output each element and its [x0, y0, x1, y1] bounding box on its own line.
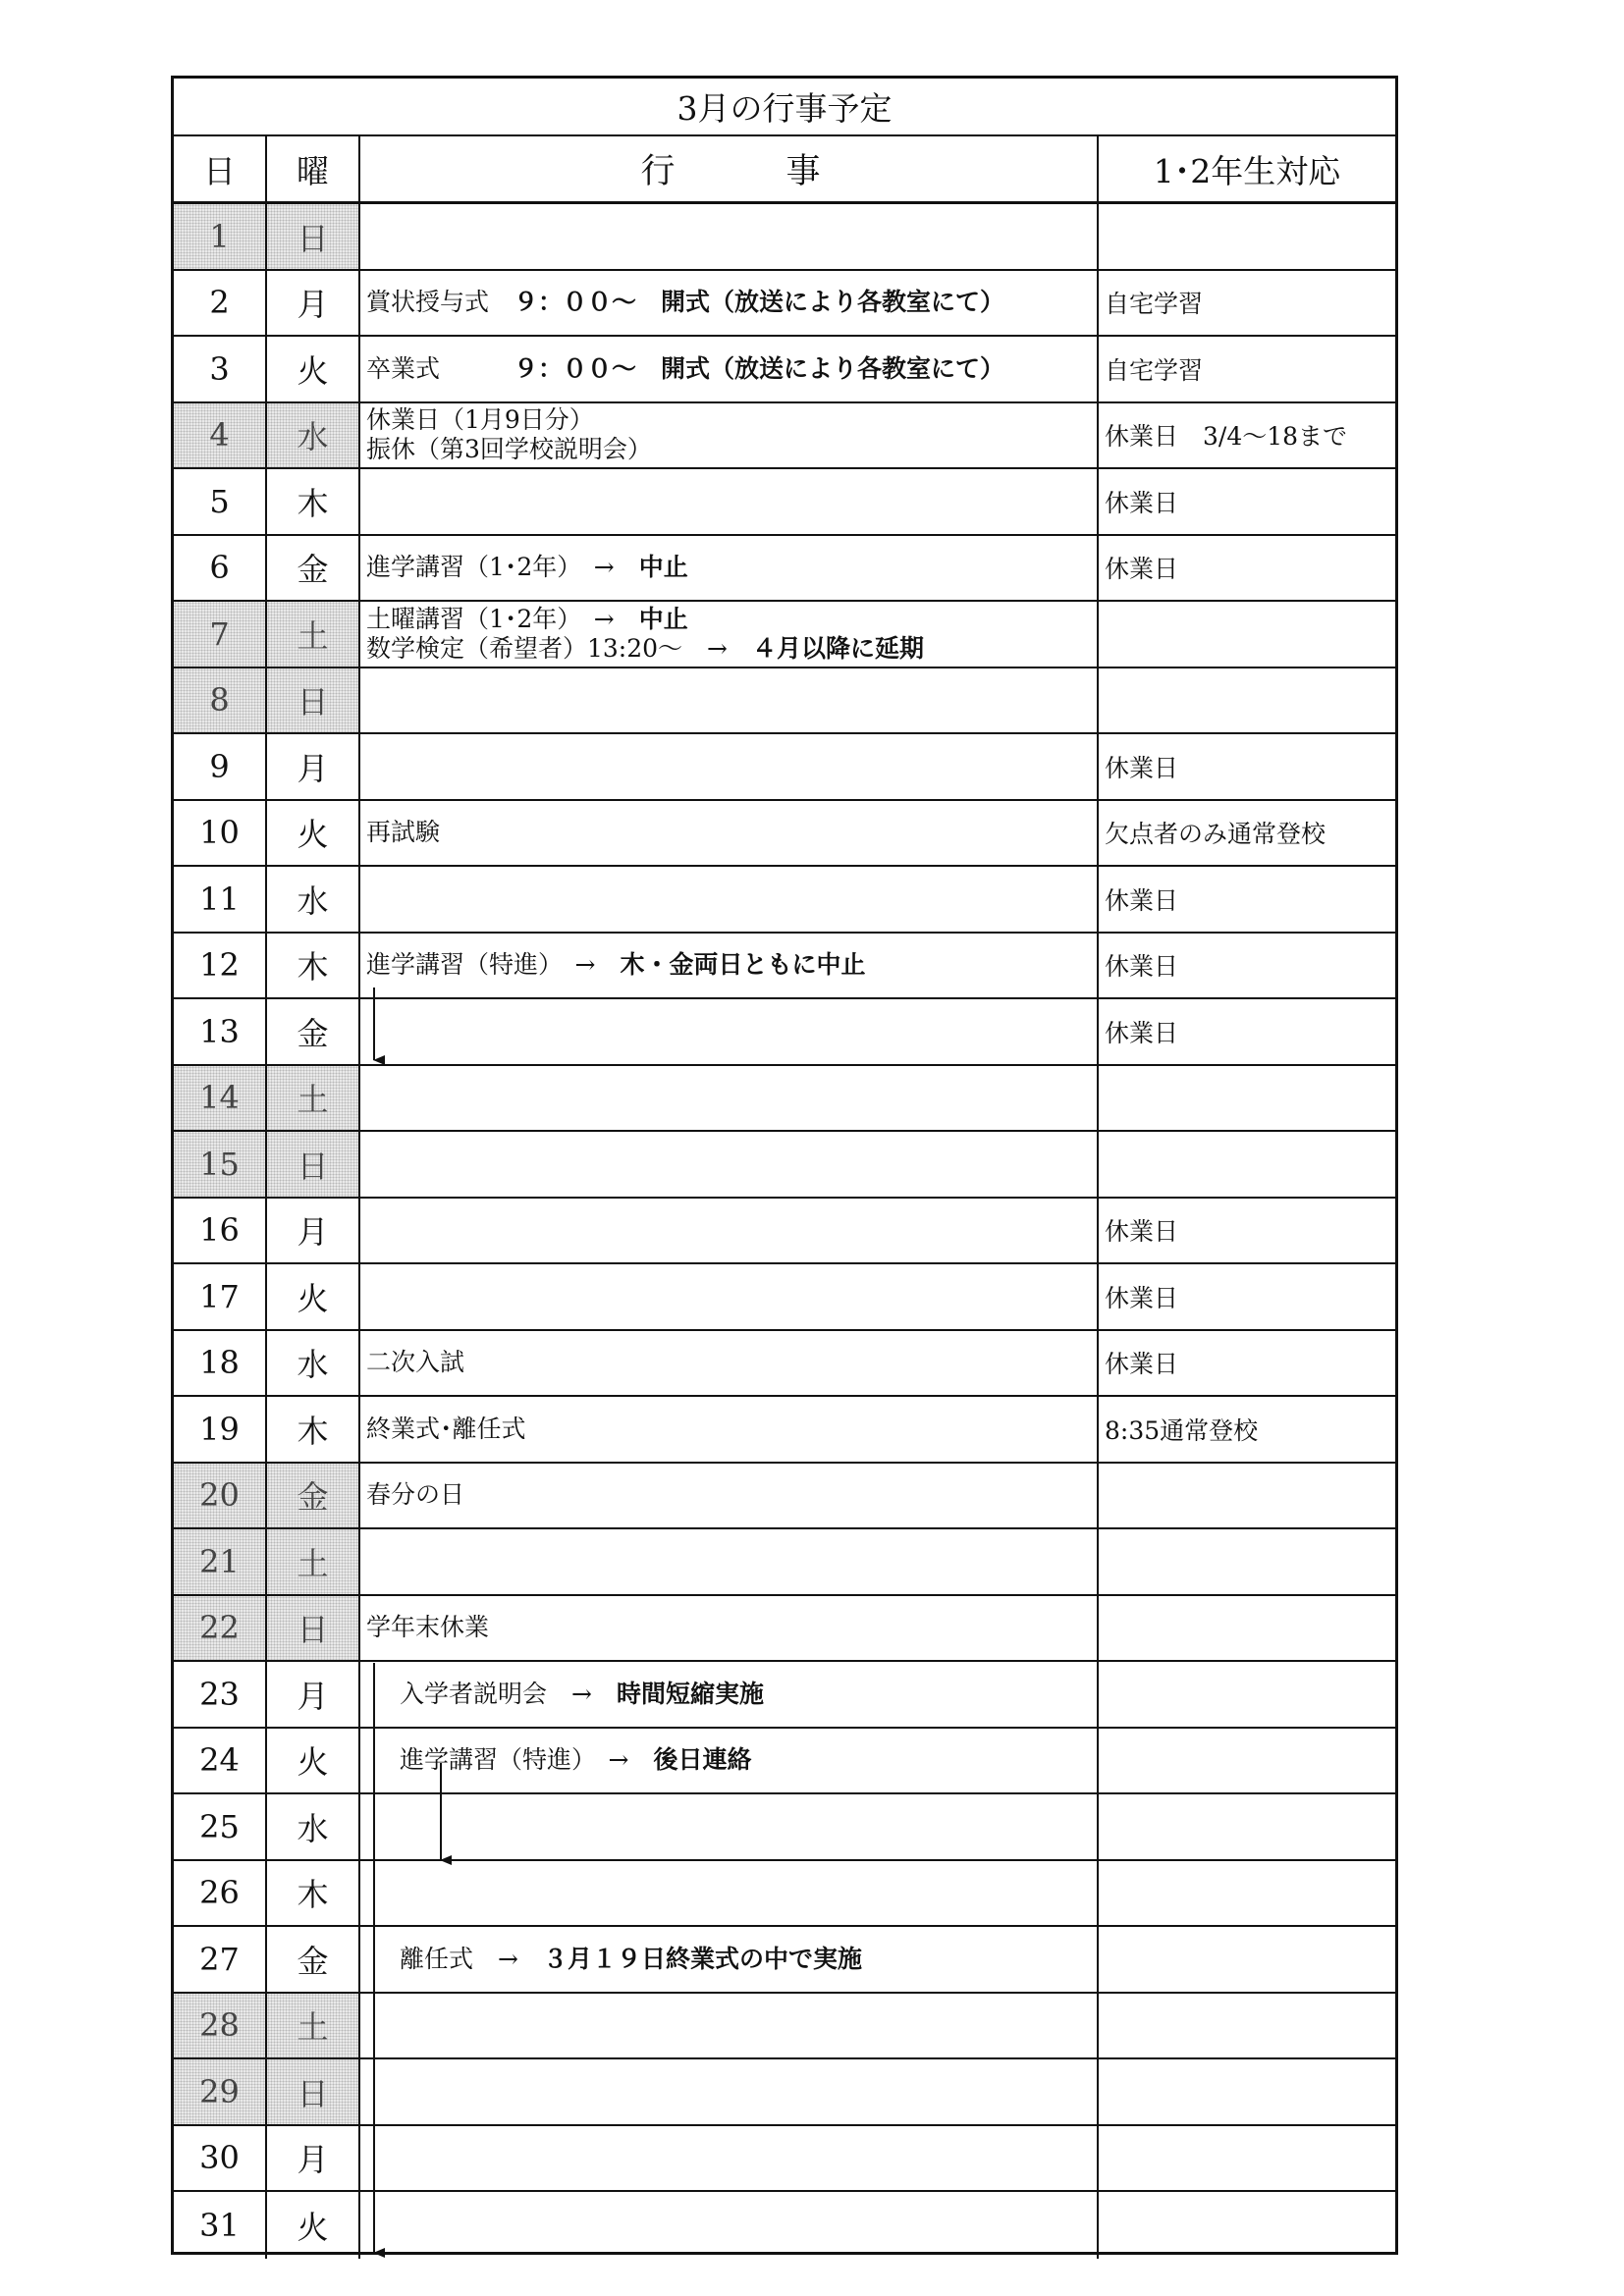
note-cell — [1099, 668, 1395, 733]
table-row — [174, 2059, 1395, 2126]
table-row — [174, 1596, 1395, 1663]
table-row — [174, 1132, 1395, 1199]
weekday-cell: 木 — [267, 1861, 360, 1926]
event-cell — [360, 536, 1099, 601]
weekday-cell: 金 — [267, 1464, 360, 1528]
note-cell — [1099, 1066, 1395, 1131]
schedule-table — [171, 76, 1398, 2255]
event-line — [366, 354, 1004, 384]
day-cell: 1 — [174, 204, 267, 269]
weekday-cell: 水 — [267, 403, 360, 468]
event-line — [366, 288, 1004, 317]
table-row — [174, 934, 1395, 1000]
table-row — [174, 1397, 1395, 1464]
event-cell — [360, 668, 1099, 733]
weekday-cell: 木 — [267, 934, 360, 998]
note-cell: 休業日 — [1105, 555, 1179, 584]
weekday-cell: 土 — [267, 1066, 360, 1131]
day-cell: 8 — [174, 668, 267, 733]
header-note: 1･2年生対応 — [1153, 151, 1341, 190]
weekday-cell: 水 — [267, 1331, 360, 1396]
weekday-cell: 木 — [267, 1397, 360, 1462]
header-event: 行 事 — [360, 136, 1099, 201]
note-cell: 休業日 — [1105, 952, 1179, 982]
day-cell: 29 — [174, 2059, 267, 2124]
day-cell: 6 — [174, 536, 267, 601]
note-cell — [1099, 2192, 1395, 2259]
event-cell — [360, 1397, 1099, 1462]
event-cell — [360, 999, 1099, 1064]
event-text: 数学検定（希望者）13:20～ → — [366, 633, 752, 663]
day-cell: 27 — [174, 1927, 267, 1992]
event-cell — [360, 1662, 1099, 1727]
table-row — [174, 999, 1395, 1066]
event-line — [366, 1480, 464, 1510]
table-row — [174, 204, 1395, 271]
event-cell — [360, 801, 1099, 866]
event-line — [366, 435, 652, 464]
weekday-cell: 金 — [267, 999, 360, 1064]
event-cell — [360, 1794, 1099, 1859]
event-cell — [360, 271, 1099, 336]
weekday-cell: 月 — [267, 1662, 360, 1727]
event-line — [366, 818, 440, 847]
day-cell: 9 — [174, 734, 267, 799]
day-cell: 5 — [174, 469, 267, 534]
event-text: 春分の日 — [366, 1480, 465, 1510]
table-row — [174, 1729, 1395, 1795]
event-status-text: 木・金両日ともに中止 — [620, 950, 866, 980]
note-cell — [1099, 1596, 1395, 1661]
note-cell — [1099, 1529, 1395, 1594]
weekday-cell: 水 — [267, 867, 360, 932]
event-line — [366, 553, 688, 582]
weekday-cell: 日 — [267, 204, 360, 269]
note-cell: 休業日 — [1105, 1217, 1179, 1247]
day-cell: 31 — [174, 2192, 267, 2259]
note-cell — [1099, 204, 1395, 269]
table-body — [174, 204, 1395, 2259]
note-cell — [1099, 2126, 1395, 2191]
event-line — [400, 1680, 764, 1709]
note-cell: 休業日 — [1105, 753, 1179, 782]
note-cell — [1099, 2059, 1395, 2124]
day-cell: 11 — [174, 867, 267, 932]
event-cell — [360, 1861, 1099, 1926]
note-cell — [1099, 1464, 1395, 1528]
event-cell — [360, 734, 1099, 799]
event-cell — [360, 1596, 1099, 1661]
note-cell — [1099, 1729, 1395, 1793]
event-status-text: ４月以降に延期 — [752, 633, 925, 663]
table-row — [174, 1861, 1395, 1928]
event-text: 進学講習（1･2年） → — [366, 553, 639, 582]
weekday-cell: 水 — [267, 1794, 360, 1859]
event-cell — [360, 403, 1099, 468]
day-cell: 24 — [174, 1729, 267, 1793]
event-text: 進学講習（特進） → — [366, 950, 621, 980]
header-day: 日 — [174, 136, 267, 201]
day-cell: 14 — [174, 1066, 267, 1131]
table-row — [174, 1199, 1395, 1265]
table-row — [174, 602, 1395, 668]
weekday-cell: 土 — [267, 1529, 360, 1594]
event-status-text: ３月１９日終業式の中で実施 — [542, 1944, 862, 1973]
event-cell — [360, 867, 1099, 932]
note-cell: 休業日 — [1105, 1283, 1179, 1312]
note-cell: 休業日 3/4～18まで — [1105, 422, 1348, 452]
weekday-cell: 月 — [267, 734, 360, 799]
event-text: 土曜講習（1･2年） → — [366, 604, 639, 633]
header-row — [174, 136, 1395, 204]
event-status-text: 中止 — [638, 553, 688, 582]
day-cell: 19 — [174, 1397, 267, 1462]
event-cell — [360, 602, 1099, 667]
table-row — [174, 1464, 1395, 1530]
weekday-cell: 日 — [267, 1596, 360, 1661]
table-row — [174, 536, 1395, 603]
event-cell — [360, 2192, 1099, 2259]
weekday-cell: 金 — [267, 1927, 360, 1992]
table-row — [174, 1927, 1395, 1994]
weekday-cell: 日 — [267, 1132, 360, 1197]
table-row — [174, 867, 1395, 934]
note-cell — [1099, 1794, 1395, 1859]
event-line — [366, 1415, 526, 1444]
note-cell: 欠点者のみ通常登校 — [1105, 820, 1326, 849]
day-cell: 16 — [174, 1199, 267, 1263]
event-text: 二次入試 — [366, 1348, 465, 1377]
event-text: 入学者説明会 → — [400, 1679, 617, 1708]
note-cell: 自宅学習 — [1105, 355, 1204, 385]
event-line — [366, 950, 865, 980]
header-weekday: 曜 — [267, 136, 360, 201]
weekday-cell: 土 — [267, 602, 360, 667]
event-line — [366, 634, 924, 664]
day-cell: 13 — [174, 999, 267, 1064]
event-status-text: 中止 — [638, 604, 688, 633]
event-text: 賞状授与式 — [366, 288, 514, 317]
note-cell: 休業日 — [1105, 488, 1179, 517]
table-row — [174, 337, 1395, 403]
note-cell: 自宅学習 — [1105, 290, 1204, 319]
event-cell — [360, 204, 1099, 269]
event-line — [366, 1348, 464, 1377]
event-cell — [360, 1066, 1099, 1131]
weekday-cell: 月 — [267, 1199, 360, 1263]
event-cell — [360, 1331, 1099, 1396]
day-cell: 30 — [174, 2126, 267, 2191]
event-cell — [360, 1132, 1099, 1197]
day-cell: 15 — [174, 1132, 267, 1197]
event-cell — [360, 1994, 1099, 2058]
event-text: 学年末休業 — [366, 1613, 490, 1642]
note-cell — [1099, 1861, 1395, 1926]
weekday-cell: 月 — [267, 2126, 360, 2191]
event-cell — [360, 1529, 1099, 1594]
table-row — [174, 2192, 1395, 2259]
day-cell: 4 — [174, 403, 267, 468]
note-cell — [1099, 1662, 1395, 1727]
day-cell: 3 — [174, 337, 267, 401]
note-cell: 休業日 — [1105, 1350, 1179, 1379]
weekday-cell: 火 — [267, 2192, 360, 2259]
event-cell — [360, 1199, 1099, 1263]
event-cell — [360, 2126, 1099, 2191]
event-cell — [360, 934, 1099, 998]
event-line — [400, 1745, 751, 1775]
day-cell: 20 — [174, 1464, 267, 1528]
event-status-text: ９：００～ 開式（放送により各教室にて） — [514, 353, 1005, 383]
event-status-text: 後日連絡 — [653, 1745, 752, 1775]
table-row — [174, 469, 1395, 536]
table-row — [174, 801, 1395, 868]
table-row — [174, 1794, 1395, 1861]
weekday-cell: 月 — [267, 271, 360, 336]
event-text: 振休（第3回学校説明会） — [366, 435, 652, 464]
weekday-cell: 日 — [267, 668, 360, 733]
event-text: 終業式･離任式 — [366, 1414, 526, 1443]
day-cell: 28 — [174, 1994, 267, 2058]
note-cell — [1099, 1132, 1395, 1197]
event-status-text: 時間短縮実施 — [616, 1679, 764, 1708]
event-status-text: ９：００～ 開式（放送により各教室にて） — [514, 288, 1005, 317]
note-cell: 休業日 — [1105, 1018, 1179, 1047]
weekday-cell: 日 — [267, 2059, 360, 2124]
day-cell: 26 — [174, 1861, 267, 1926]
table-row — [174, 1066, 1395, 1133]
event-line — [366, 605, 924, 634]
weekday-cell: 木 — [267, 469, 360, 534]
table-row — [174, 668, 1395, 735]
table-row — [174, 1529, 1395, 1596]
table-row — [174, 2126, 1395, 2193]
table-row — [174, 734, 1395, 801]
day-cell: 10 — [174, 801, 267, 866]
day-cell: 12 — [174, 934, 267, 998]
event-cell — [360, 1464, 1099, 1528]
note-cell: 休業日 — [1105, 885, 1179, 915]
event-text: 卒業式 — [366, 353, 514, 383]
event-line — [366, 1613, 489, 1642]
note-cell — [1099, 1994, 1395, 2058]
weekday-cell: 金 — [267, 536, 360, 601]
table-row — [174, 1331, 1395, 1398]
day-cell: 25 — [174, 1794, 267, 1859]
note-cell — [1099, 1927, 1395, 1992]
event-text: 離任式 → — [400, 1944, 543, 1973]
table-title: 3月の行事予定 — [174, 79, 1395, 136]
event-text: 進学講習（特進） → — [400, 1745, 654, 1775]
table-row — [174, 271, 1395, 338]
table-row — [174, 403, 1395, 470]
day-cell: 17 — [174, 1264, 267, 1329]
note-cell: 8:35通常登校 — [1105, 1415, 1259, 1445]
event-line — [366, 405, 652, 435]
event-cell — [360, 2059, 1099, 2124]
table-row — [174, 1662, 1395, 1729]
weekday-cell: 火 — [267, 337, 360, 401]
day-cell: 23 — [174, 1662, 267, 1727]
day-cell: 21 — [174, 1529, 267, 1594]
event-cell — [360, 337, 1099, 401]
event-text: 再試験 — [366, 818, 441, 847]
weekday-cell: 火 — [267, 1729, 360, 1793]
event-line — [400, 1945, 862, 1974]
note-cell — [1099, 602, 1395, 667]
weekday-cell: 土 — [267, 1994, 360, 2058]
day-cell: 2 — [174, 271, 267, 336]
day-cell: 18 — [174, 1331, 267, 1396]
weekday-cell: 火 — [267, 1264, 360, 1329]
day-cell: 22 — [174, 1596, 267, 1661]
table-row — [174, 1994, 1395, 2060]
event-cell — [360, 1927, 1099, 1992]
event-cell — [360, 469, 1099, 534]
day-cell: 7 — [174, 602, 267, 667]
weekday-cell: 火 — [267, 801, 360, 866]
table-row — [174, 1264, 1395, 1331]
event-cell — [360, 1264, 1099, 1329]
event-text: 休業日（1月9日分） — [366, 405, 594, 435]
event-cell — [360, 1729, 1099, 1793]
